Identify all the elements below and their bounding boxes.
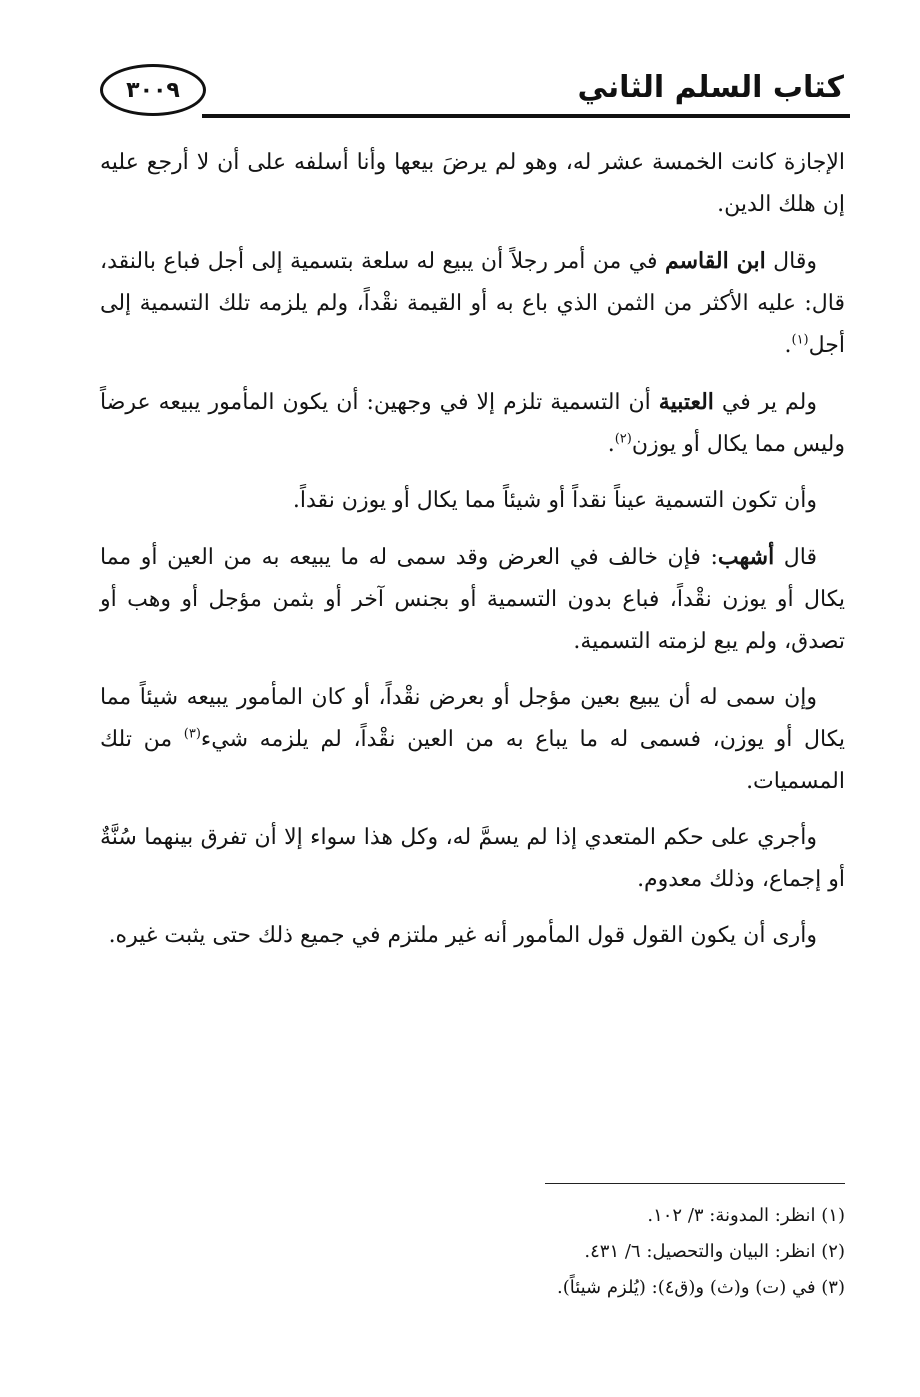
paragraph xyxy=(100,142,845,226)
header-rule xyxy=(202,114,850,118)
main-text xyxy=(100,142,845,971)
footnote-ref[interactable]: (٢) xyxy=(614,431,632,447)
paragraph-text: في من أمر رجلاً أن يبيع له سلعة بتسمية إلى أجل فباع بالنقد، قال: عليه الأكثر من الثمن الذي باع به أو القيمة نقْداً، ولم يلزمه تلك التسمية إلى أجل xyxy=(100,249,845,358)
paragraph xyxy=(100,915,845,957)
paragraph xyxy=(100,536,845,663)
bold-name: العتبية xyxy=(658,389,714,415)
paragraph xyxy=(100,381,845,466)
paragraph-text: وأرى أن يكون القول قول المأمور أنه غير ملتزم في جميع ذلك حتى يثبت غيره. xyxy=(108,923,817,948)
bold-name: ابن القاسم xyxy=(664,248,766,274)
footnotes xyxy=(145,1198,845,1306)
paragraph-lead: ولم ير في xyxy=(713,390,817,415)
paragraph-lead: وقال xyxy=(765,249,817,274)
footnote-separator xyxy=(545,1183,845,1184)
paragraph-end: . xyxy=(607,432,615,457)
paragraph-lead: قال xyxy=(774,545,818,570)
paragraph-text: أن التسمية تلزم إلا في وجهين: أن يكون المأمور يبيعه عرضاً وليس مما يكال أو يوزن xyxy=(100,390,845,457)
footnote: (١) انظر: المدونة: ٣/ ١٠٢. xyxy=(647,1205,845,1226)
paragraph-end: . xyxy=(784,333,792,358)
bold-name: أشهب xyxy=(717,544,775,570)
paragraph-text: وإن سمى له أن يبيع بعين مؤجل أو بعرض نقْداً، أو كان المأمور يبيعه شيئاً مما يكال أو يوزن، فسمى له ما يباع به من العين نقْداً، لم يلزمه شيء xyxy=(100,685,845,752)
page-number-oval xyxy=(100,64,206,116)
paragraph-text: وأجري على حكم المتعدي إذا لم يسمَّ له، وكل هذا سواء إلا أن تفرق بينهما سُنَّةٌ أو إجماع، وذلك معدوم. xyxy=(100,825,845,892)
paragraph xyxy=(100,817,845,901)
book-title: كتاب السلم الثاني xyxy=(577,70,844,105)
page-number: ٣٠٠٩ xyxy=(126,77,180,103)
paragraph xyxy=(100,240,845,367)
paragraph xyxy=(100,677,845,803)
page-header xyxy=(96,58,850,128)
footnote-ref[interactable]: (١) xyxy=(791,332,809,348)
footnote: (٢) انظر: البيان والتحصيل: ٦/ ٤٣١. xyxy=(584,1241,845,1262)
footnote: (٣) في (ت) و(ث) و(ق٤): (يُلزم شيئاً). xyxy=(556,1277,845,1298)
paragraph-text: : فإن خالف في العرض وقد سمى له ما يبيعه به من العين أو مما يكال أو يوزن نقْداً، فباع بدون التسمية أو بجنس آخر أو بثمن مؤجل أو وهب أو تصدق، ولم يبع لزمته التسمية. xyxy=(100,545,845,654)
footnote-ref[interactable]: (٣) xyxy=(183,726,201,742)
paragraph-text: الإجازة كانت الخمسة عشر له، وهو لم يرضَ بيعها وأنا أسلفه على أن لا أرجع عليه إن هلك الدين. xyxy=(100,150,845,217)
paragraph-text: وأن تكون التسمية عيناً نقداً أو شيئاً مما يكال أو يوزن نقداً. xyxy=(292,488,817,513)
paragraph xyxy=(100,480,845,522)
paragraph-end: من تلك المسميات. xyxy=(100,727,845,794)
